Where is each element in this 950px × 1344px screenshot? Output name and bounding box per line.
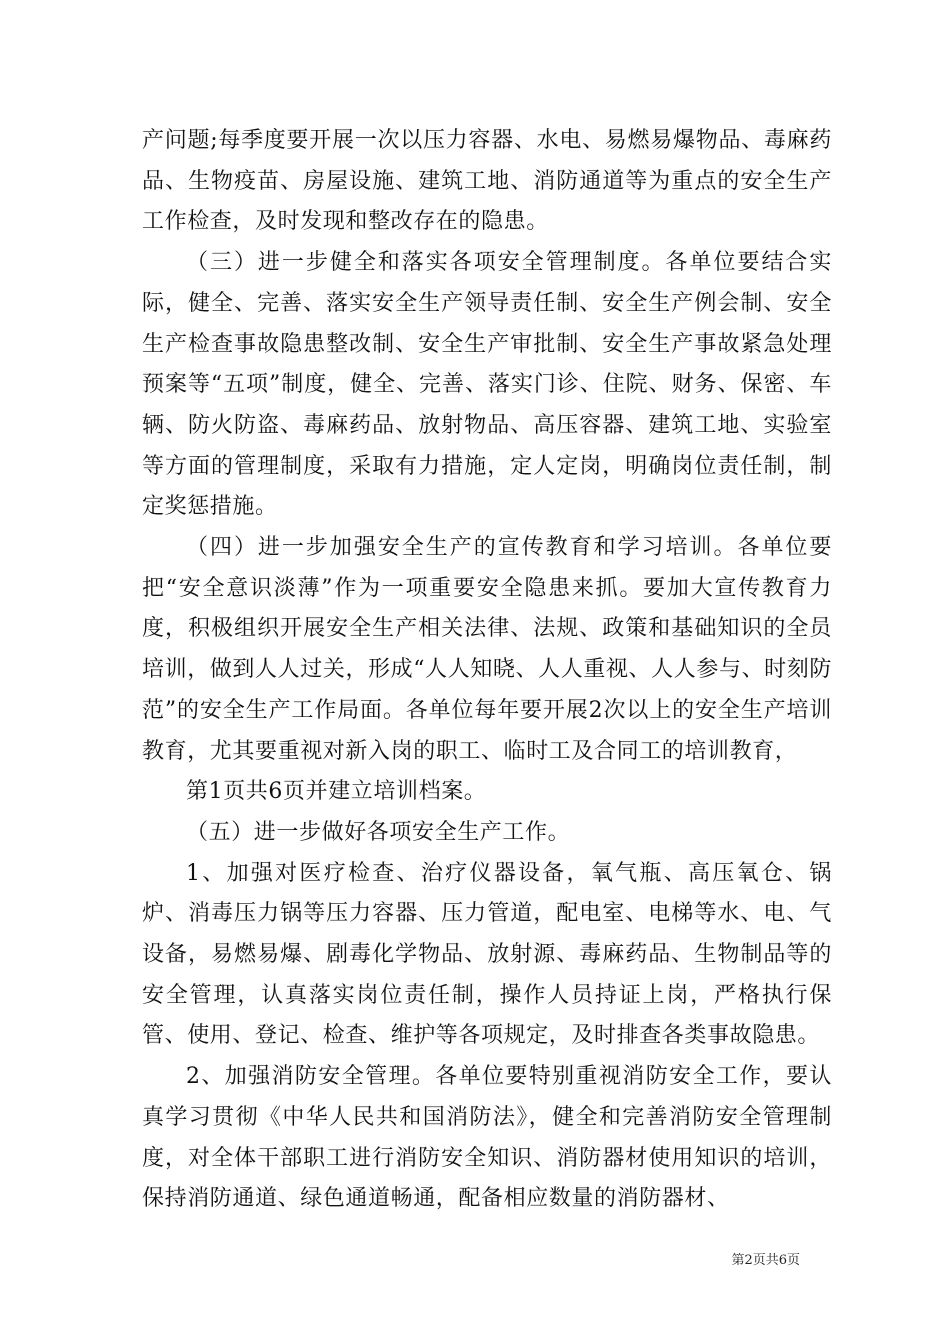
paragraph-section-4: （四）进一步加强安全生产的宣传教育和学习培训。各单位要把“安全意识淡薄”作为一项重要安全隐患来抓。要加大宣传教育力度，积极组织开展安全生产相关法律、法规、政策和基础知识的全员培训，做到人人过关，形成“人人知晓、人人重视、人人参与、时刻防范”的安全生产工作局面。各单位每年要开展2次以上的安全生产培训教育，尤其要重视对新入岗的职工、临时工及合同工的培训教育， [142,535,832,764]
page-number-footer: 第2页共6页 [731,1253,800,1268]
document-body [142,121,832,1220]
paragraph-section-3: （三）进一步健全和落实各项安全管理制度。各单位要结合实际，健全、完善、落实安全生产领导责任制、安全生产例会制、安全生产检查事故隐患整改制、安全生产审批制、安全生产事故紧急处理预案等“五项”制度，健全、完善、落实门诊、住院、财务、保密、车辆、防火防盗、毒麻药品、放射物品、高压容器、建筑工地、实验室等方面的管理制度，采取有力措施，定人定岗，明确岗位责任制，制定奖惩措施。 [142,250,832,520]
paragraph-page-note: 第1页共6页并建立培训档案。 [186,779,487,805]
paragraph-item-2: 2、加强消防安全管理。各单位要特别重视消防安全工作，要认真学习贯彻《中华人民共和国消防法》，健全和完善消防安全管理制度，对全体干部职工进行消防安全知识、消防器材使用知识的培训，保持消防通道、绿色通道畅通，配备相应数量的消防器材、 [142,1064,832,1212]
paragraph-continuation: 产问题;每季度要开展一次以压力容器、水电、易燃易爆物品、毒麻药品、生物疫苗、房屋设施、建筑工地、消防通道等为重点的安全生产工作检查，及时发现和整改存在的隐患。 [142,128,832,235]
paragraph-item-1: 1、加强对医疗检查、治疗仪器设备，氧气瓶、高压氧仓、锅炉、消毒压力锅等压力容器、压力管道，配电室、电梯等水、电、气设备，易燃易爆、剧毒化学物品、放射源、毒麻药品、生物制品等的安全管理，认真落实岗位责任制，操作人员持证上岗，严格执行保管、使用、登记、检查、维护等各项规定，及时排查各类事故隐患。 [142,860,832,1049]
paragraph-section-5: （五）进一步做好各项安全生产工作。 [186,819,571,845]
